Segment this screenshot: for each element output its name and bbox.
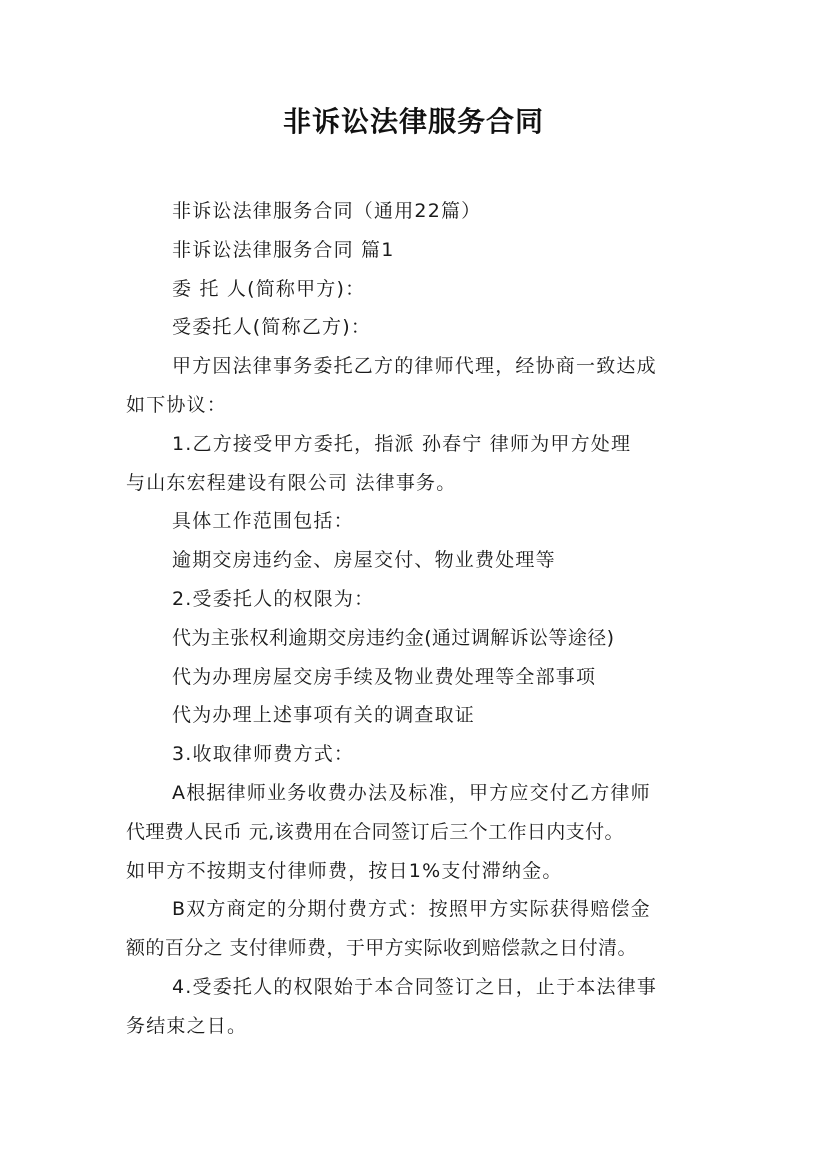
paragraph-line: 代为主张权利逾期交房违约金(通过调解诉讼等途径) [172, 626, 615, 649]
paragraph-line: 务结束之日。 [126, 1014, 248, 1037]
paragraph-line: A根据律师业务收费办法及标准，甲方应交付乙方律师 [172, 781, 651, 804]
paragraph-line: 非诉讼法律服务合同 篇1 [172, 238, 395, 261]
document-title: 非诉讼法律服务合同 [282, 105, 544, 138]
paragraph-line: 委 托 人(简称甲方)： [172, 277, 366, 300]
paragraph-line: 如甲方不按期支付律师费，按日1%支付滞纳金。 [126, 859, 563, 882]
paragraph-line: 甲方因法律事务委托乙方的律师代理，经协商一致达成 [172, 355, 657, 378]
paragraph-line: 逾期交房违约金、房屋交付、物业费处理等 [172, 549, 556, 572]
paragraph-line: 2.受委托人的权限为： [172, 587, 375, 610]
paragraph-line: 受委托人(简称乙方)： [172, 316, 372, 339]
paragraph-line: 1.乙方接受甲方委托，指派 孙春宁 律师为甲方处理 [172, 432, 632, 455]
paragraph-line: 额的百分之 支付律师费，于甲方实际收到赔偿款之日付清。 [126, 937, 637, 960]
paragraph-line: B双方商定的分期付费方式：按照甲方实际获得赔偿金 [172, 898, 651, 921]
paragraph-line: 代理费人民币 元,该费用在合同签订后三个工作日内支付。 [126, 820, 624, 843]
paragraph-line: 代为办理上述事项有关的调查取证 [172, 704, 476, 727]
paragraph-line: 与山东宏程建设有限公司 法律事务。 [126, 471, 457, 494]
paragraph-line: 4.受委托人的权限始于本合同签订之日，止于本法律事 [172, 975, 658, 998]
paragraph-line: 代为办理房屋交房手续及物业费处理等全部事项 [172, 665, 597, 688]
paragraph-line: 非诉讼法律服务合同（通用22篇） [172, 200, 482, 222]
document-body [126, 192, 716, 1046]
paragraph-line: 如下协议： [126, 393, 228, 416]
paragraph-line: 3.收取律师费方式： [172, 743, 355, 766]
paragraph-line: 具体工作范围包括： [172, 510, 354, 533]
